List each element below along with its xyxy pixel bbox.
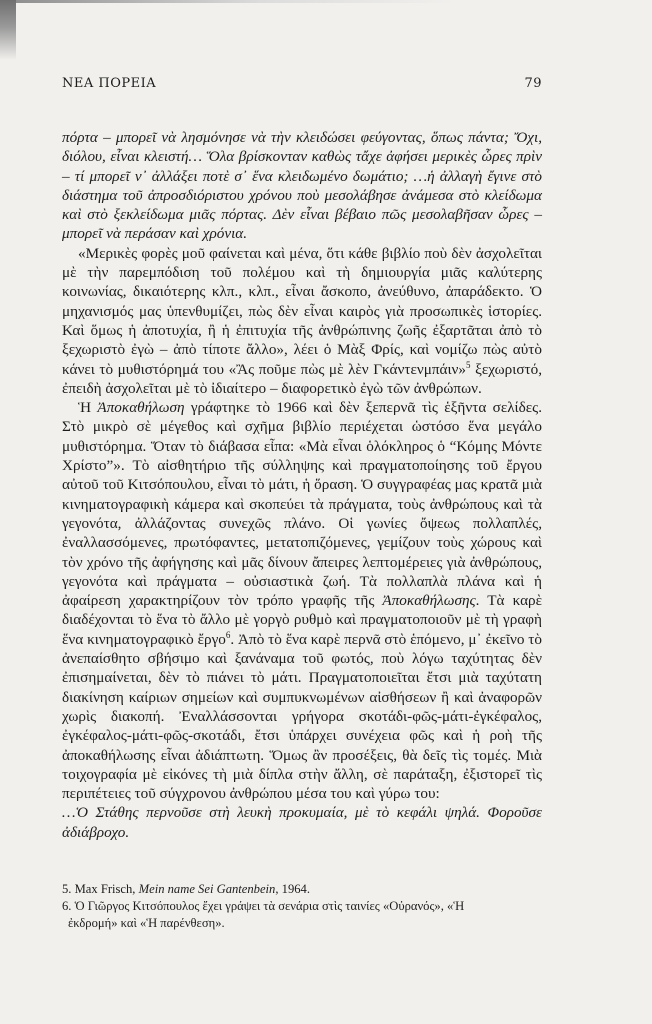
book-title: Ἀποκαθήλωσης [382, 592, 476, 610]
paragraph-text: γράφτηκε τὸ 1966 καὶ δὲν ξεπερνᾶ τὶς ἑξῆντα σελίδες. Στὸ μικρὸ σὲ μέγεθος καὶ σχῆμα βιβλίο περιέχεται ὡστόσο ἕνα μεγάλο μυθιστόρημα. Ὅταν τὸ διάβασα εἶπα: «Μὰ εἶναι ὁλόκληρος ὁ “Κόμης Μόντε Χρίστο”». Τὸ αἰσθητήριο τῆς σύλληψης καὶ πραγματοποίησης τοῦ ἔργου αὐτοῦ τοῦ Κιτσόπουλου, εἶναι τὸ μάτι, ἡ ὅραση. Ὁ συγγραφέας μας κρατᾶ μιὰ κινηματογραφικὴ κάμερα καὶ σκοπεύει τὰ πράγματα, τοὺς ἀνθρώπους καὶ τὰ γεγονότα, ἀλλάζοντας συνεχῶς πλάνο. Οἱ γωνίες ὄψεως πολλαπλές, ἐναλλασσόμενες, πρωτόφαντες, μετατοπιζόμενες, γεμίζουν τοὺς χώρους καὶ τὸν χρόνο τῆς ἀφήγησης καὶ μᾶς δίνουν ἄπειρες λεπτομέρειες γιὰ ἀνθρώπους, γεγονότα καὶ πράγματα – οὐσιαστικὰ ζωή. Τὰ πολλαπλὰ πλάνα καὶ ἡ ἀφαίρεση χαρακτηρίζουν τὸν τρόπο γραφῆς τῆς [62, 399, 542, 610]
paragraph-apokathilosi [62, 398, 542, 803]
book-title: Ἀποκαθήλωση [97, 399, 185, 417]
footnote-6-continued: ἐκδρομή» καὶ «Ἡ παρένθεση». [68, 916, 225, 930]
footnotes [62, 881, 542, 932]
footnote-5 [62, 881, 542, 898]
paragraph-frisch [62, 244, 542, 398]
scan-edge-shadow [0, 0, 652, 3]
paragraph-text: ξεχωριστό, ἐπειδὴ ἀσχολεῖται μὲ τὸ ἰδιαίτερο – διαφορετικὸ ἐγὼ τῶν ἀνθρώπων. [62, 360, 542, 397]
paragraph-text: . Τὰ καρὲ διαδέχονται τὸ ἕνα τὸ ἄλλο μὲ γοργὸ ρυθμὸ καὶ πραγματοποιοῦν μὲ τὴ γραφὴ ἕνα κινηματογραφικὸ ἔργο [62, 592, 542, 648]
main-text [62, 128, 542, 842]
footnote-6 [62, 898, 542, 915]
journal-title: ΝΕΑ ΠΟΡΕΙΑ [62, 76, 157, 91]
opening-quote: πόρτα – μπορεῖ νὰ λησμόνησε νὰ τὴν κλειδώσει φεύγοντας, ὅπως πάντα; Ὄχι, διόλου, εἶναι κλειστή… Ὅλα βρίσκονταν καθὼς τἄχε ἀφήσει μερικὲς ὧρες πρὶν – τί μπορεῖ ν᾿ ἀλλάξει ποτὲ σ᾿ ἕνα κλειδωμένο δωμάτιο; …ἡ ἀλλαγὴ ἔγινε στὸ διάστημα τοῦ ἀπροσδιόριστου χρόνου ποὺ μεσολάβησε ἀνάμεσα στὸ κλείδωμα καὶ στὸ ξεκλείδωμα μιᾶς πόρτας. Δὲν εἶναι βέβαιο πῶς μεσολαβῆσαν ὧρες – μπορεῖ νὰ περάσαν καὶ χρόνια. [62, 129, 542, 243]
page-number: 79 [524, 76, 542, 91]
footnote-text: 5. Max Frisch, [62, 882, 139, 896]
footnote-ref-5: 5 [466, 359, 471, 370]
paragraph-text: «Μερικὲς φορὲς μοῦ φαίνεται καὶ μένα, ὅτι κάθε βιβλίο ποὺ δὲν ἀσχολεῖται μὲ τὴν παρεμπόδιση τοῦ πολέμου καὶ τὴ δημιουργία μιᾶς καλύτερης κοινωνίας, δικαιότερης κλπ., κλπ., εἶναι ἄσκοπο, ἀνεύθυνο, ἀπαράδεκτο. Ὁ μηχανισμός μας ὑπενθυμίζει, πὼς δὲν εἶναι καιρὸς γιὰ προσωπικὲς ἱστορίες. Καὶ ὅμως ἡ ἀποτυχία, ἢ ἡ ἐπιτυχία τῆς ἀνθρώπινης ζωῆς ἐξαρτᾶται ἀπὸ τὸ ξεχωριστὸ ἐγὼ – ἀπὸ τίποτε ἄλλο», λέει ὁ Μὰξ Φρίς, καὶ νομίζω πὼς αὐτὸ κάνει τὸ μυθιστόρημά του «Ἂς ποῦμε πὼς μὲ λὲν Γκάντενμπάιν» [62, 244, 542, 378]
closing-quote: …Ὁ Στάθης περνοῦσε στὴ λευκὴ προκυμαία, μὲ τὸ κεφάλι ψηλά. Φοροῦσε ἀδιάβροχο. [62, 804, 542, 841]
footnote-text: 6. Ὁ Γιῶργος Κιτσόπουλος ἔχει γράψει τὰ σενάρια στὶς ταινίες «Οὐρανός», «Ἡ [62, 899, 465, 913]
running-header [62, 76, 542, 91]
footnote-text: , 1964. [275, 882, 310, 896]
footnote-ref-6: 6 [225, 629, 231, 640]
paragraph-text: Ἡ [78, 399, 98, 417]
paragraph-text: . Ἀπὸ τὸ ἕνα καρὲ περνᾶ στὸ ἑπόμενο, μ᾿ ἐκεῖνο τὸ ἀνεπαίσθητο σβήσιμο καὶ ξανάναμα τοῦ φωτός, ποὺ λόγω ταχύτητας δὲν ἐπισημαίνεται, δὲν τὸ πιάνει τὸ μάτι. Πραγματοποιεῖται ἔτσι μιὰ ταχύτατη διακίνηση καίριων σημείων καὶ συμπυκνωμένων αἰσθήσεων ἢ καὶ ἀναφορῶν χωρὶς διακοπή. Ἐναλλάσσονται γρήγορα σκοτάδι-φῶς-μάτι-ἐγκέφαλος, ἐγκέφαλος-μάτι-φῶς-σκοτάδι, ἔτσι ὑπάρχει συνέχεια φῶς καὶ ἡ ροὴ τῆς ἀποκαθήλωσης εἶναι ἀδιάπτωτη. Ὅμως ἂν προσέξεις, θὰ δεῖς τὶς τομές. Μιὰ τοιχογραφία μὲ εἰκόνες τὴ μιὰ δίπλα στὴν ἄλλη, σὲ παράταξη, ἐξιστορεῖ τὶς περιπέτειες τοῦ σύγχρονου ἀνθρώπου μέσα του καὶ γύρω του: [62, 630, 542, 803]
footnote-title: Mein name Sei Gantenbein [138, 882, 276, 896]
scan-corner-shadow [0, 0, 16, 60]
